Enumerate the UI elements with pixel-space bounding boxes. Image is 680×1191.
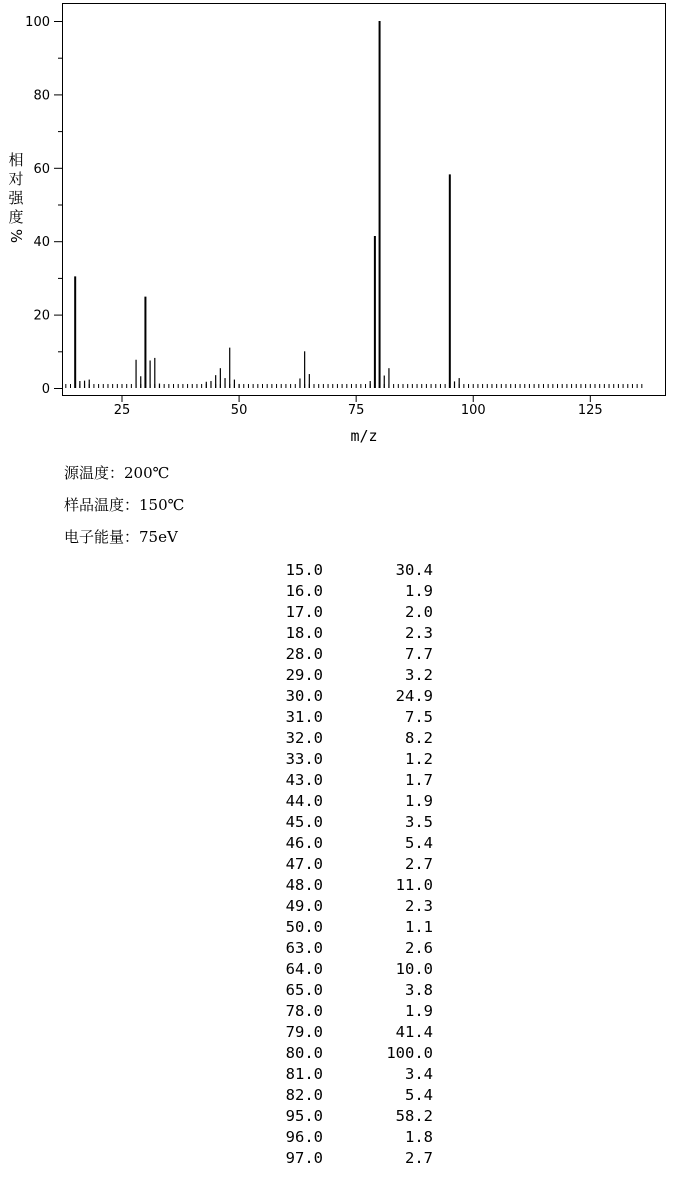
table-row [270, 1064, 440, 1085]
peak-mz: 97.0 [285, 1149, 323, 1167]
x-tick-label: 50 [230, 403, 248, 418]
peak-mz: 78.0 [285, 1002, 323, 1020]
table-row [270, 1148, 440, 1169]
peak-mz: 79.0 [285, 1023, 323, 1041]
peak-intensity: 2.3 [405, 897, 433, 915]
y-axis-ticks [25, 15, 62, 397]
peak-intensity: 11.0 [395, 876, 433, 894]
peak-intensity: 5.4 [405, 834, 433, 852]
peak-mz: 63.0 [285, 939, 323, 957]
peak-intensity: 3.8 [405, 981, 433, 999]
peak-mz: 47.0 [285, 855, 323, 873]
table-row [270, 1022, 440, 1043]
table-row [270, 581, 440, 602]
x-minor-ticks [66, 384, 642, 388]
peak-intensity: 2.0 [405, 603, 433, 621]
peak-mz: 45.0 [285, 813, 323, 831]
table-row [270, 560, 440, 581]
peak-intensity: 3.2 [405, 666, 433, 684]
table-row [270, 854, 440, 875]
peak-mz: 49.0 [285, 897, 323, 915]
peak-intensity: 8.2 [405, 729, 433, 747]
table-row [270, 938, 440, 959]
y-axis-label-char: 对 [8, 170, 24, 188]
x-tick-label: 100 [460, 403, 486, 418]
peak-intensity: 58.2 [395, 1107, 433, 1125]
spectrum-peaks [75, 21, 459, 388]
y-tick-label: 20 [33, 308, 50, 324]
peak-mz: 29.0 [285, 666, 323, 684]
peak-intensity: 24.9 [395, 687, 433, 705]
table-row [270, 1085, 440, 1106]
y-tick-label: 40 [33, 235, 50, 251]
peak-intensity: 2.3 [405, 624, 433, 642]
peak-intensity: 1.1 [405, 918, 433, 936]
peak-mz: 48.0 [285, 876, 323, 894]
peak-intensity: 1.9 [405, 582, 433, 600]
peak-table [270, 560, 440, 1169]
peak-intensity: 30.4 [395, 561, 433, 579]
peak-mz: 31.0 [285, 708, 323, 726]
peak-mz: 17.0 [285, 603, 323, 621]
peak-intensity: 1.8 [405, 1128, 433, 1146]
y-tick-label: 0 [41, 382, 50, 397]
peak-intensity: 1.9 [405, 792, 433, 810]
y-axis-label [7, 151, 25, 243]
y-axis-label-char: 强 [8, 189, 24, 207]
peak-intensity: 3.4 [405, 1065, 433, 1083]
peak-mz: 82.0 [285, 1086, 323, 1104]
peak-mz: 16.0 [285, 582, 323, 600]
table-row [270, 980, 440, 1001]
peak-mz: 32.0 [285, 729, 323, 747]
table-row [270, 875, 440, 896]
table-row [270, 791, 440, 812]
table-row [270, 602, 440, 623]
plot-frame [63, 4, 666, 396]
peak-mz: 95.0 [285, 1107, 323, 1125]
peak-intensity: 1.2 [405, 750, 433, 768]
table-row [270, 686, 440, 707]
peak-mz: 64.0 [285, 960, 323, 978]
peak-mz: 30.0 [285, 687, 323, 705]
peak-intensity: 1.9 [405, 1002, 433, 1020]
peak-intensity: 100.0 [386, 1044, 433, 1062]
peak-intensity: 2.6 [405, 939, 433, 957]
peak-intensity: 3.5 [405, 813, 433, 831]
peak-intensity: 1.7 [405, 771, 433, 789]
table-row [270, 770, 440, 791]
mass-spectrum-chart [0, 0, 680, 450]
peak-intensity: 41.4 [395, 1023, 433, 1041]
x-axis-ticks [114, 396, 603, 418]
y-axis-label-char: % [7, 228, 25, 244]
table-row [270, 812, 440, 833]
y-tick-label: 100 [25, 15, 50, 30]
y-tick-label: 80 [33, 88, 50, 104]
peak-mz: 28.0 [285, 645, 323, 663]
peak-mz: 50.0 [285, 918, 323, 936]
y-tick-label: 60 [33, 161, 50, 177]
table-row [270, 644, 440, 665]
peak-mz: 96.0 [285, 1128, 323, 1146]
table-row [270, 728, 440, 749]
table-row [270, 623, 440, 644]
source-temperature: 源温度：200℃ [64, 464, 170, 482]
peak-mz: 43.0 [285, 771, 323, 789]
table-row [270, 1001, 440, 1022]
electron-energy: 电子能量：75eV [64, 528, 178, 546]
table-row [270, 707, 440, 728]
peak-mz: 18.0 [285, 624, 323, 642]
peak-intensity: 5.4 [405, 1086, 433, 1104]
table-row [270, 917, 440, 938]
peak-intensity: 7.5 [405, 708, 433, 726]
x-tick-label: 75 [347, 403, 365, 418]
table-row [270, 749, 440, 770]
peak-mz: 46.0 [285, 834, 323, 852]
peak-intensity: 10.0 [395, 960, 433, 978]
peak-intensity: 2.7 [405, 1149, 433, 1167]
peak-mz: 81.0 [285, 1065, 323, 1083]
x-tick-label: 125 [577, 403, 603, 418]
table-row [270, 1106, 440, 1127]
peak-mz: 80.0 [285, 1044, 323, 1062]
peak-mz: 33.0 [285, 750, 323, 768]
sample-temperature: 样品温度：150℃ [64, 496, 185, 514]
table-row [270, 665, 440, 686]
table-row [270, 1043, 440, 1064]
table-row [270, 1127, 440, 1148]
peak-mz: 65.0 [285, 981, 323, 999]
y-axis-label-char: 度 [8, 208, 24, 226]
peak-intensity: 2.7 [405, 855, 433, 873]
peak-mz: 15.0 [285, 561, 323, 579]
peak-mz: 44.0 [285, 792, 323, 810]
peak-intensity: 7.7 [405, 645, 433, 663]
y-axis-label-char: 相 [8, 151, 24, 169]
x-axis-label: m/z [350, 427, 378, 445]
table-row [270, 959, 440, 980]
table-row [270, 833, 440, 854]
table-row [270, 896, 440, 917]
x-tick-label: 25 [113, 403, 131, 418]
